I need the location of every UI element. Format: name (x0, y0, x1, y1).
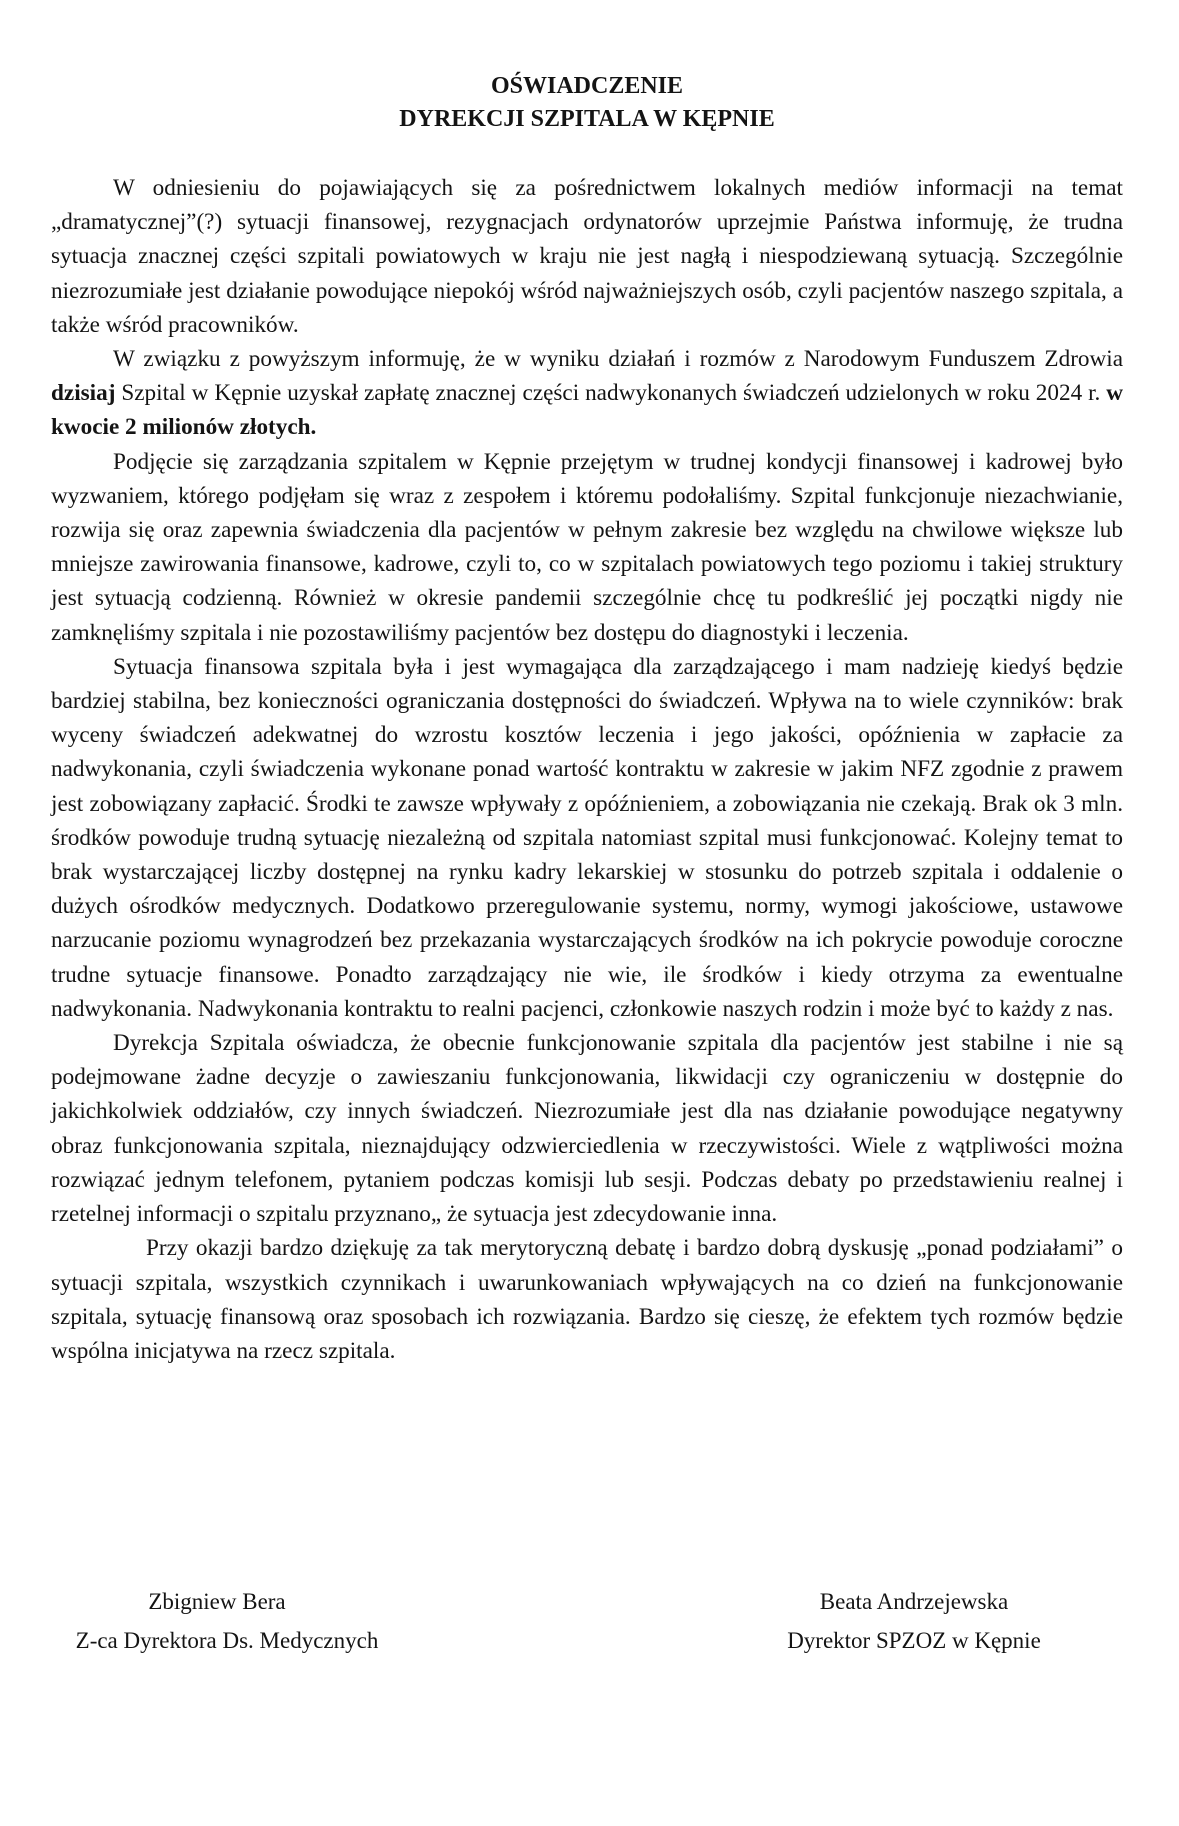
signature-right-role: Dyrektor SPZOZ w Kępnie (787, 1628, 1041, 1653)
signature-left (17, 1582, 437, 1660)
signature-right (704, 1582, 1124, 1660)
paragraph-2-part-c: Szpital w Kępnie uzyskał zapłatę znacznej części nadwykonanych świadczeń udzielonych w roku 2024 r. (115, 380, 1107, 407)
document-title (51, 70, 1123, 136)
paragraph-4: Sytuacja finansowa szpitala była i jest wymagająca dla zarządzającego i mam nadzieję kiedyś będzie bardziej stabilna, bez konieczności ograniczania dostępności do świadczeń. Wpływa na to wiele czynników: brak wyceny świadczeń adekwatnej do wzrostu kosztów leczenia i jego jakości, opóźnienia w zapłacie za nadwykonania, czyli świadczenia wykonane ponad wartość kontraktu w zakresie w jakim NFZ zgodnie z prawem jest zobowiązany zapłacić. Środki te zawsze wpływały z opóźnieniem, a zobowiązania nie czekają. Brak ok 3 mln. środków powoduje trudną sytuację niezależną od szpitala natomiast szpital musi funkcjonować. Kolejny temat to brak wystarczającej liczby dostępnej na rynku kadry lekarskiej w stosunku do potrzeb szpitala i oddalenie o dużych ośrodków medycznych. Dodatkowo przeregulowanie systemu, normy, wymogi jakościowe, ustawowe narzucanie poziomu wynagrodzeń bez przekazania wystarczających środków na ich pokrycie powoduje coroczne trudne sytuacje finansowe. Ponadto zarządzający nie wie, ile środków i kiedy otrzyma za ewentualne nadwykonania. Nadwykonania kontraktu to realni pacjenci, członkowie naszych rodzin i może być to każdy z nas. (51, 653, 1123, 1022)
paragraph-5: Dyrekcja Szpitala oświadcza, że obecnie funkcjonowanie szpitala dla pacjentów jest stabilne i nie są podejmowane żadne decyzje o zawieszaniu funkcjonowania, likwidacji czy ograniczeniu w dostępnie do jakichkolwiek oddziałów, czy innych świadczeń. Niezrozumiałe jest dla nas działanie powodujące negatywny obraz funkcjonowania szpitala, nieznajdujący odzwierciedlenia w rzeczywistości. Wiele z wątpliwości można rozwiązać jednym telefonem, pytaniem podczas komisji lub sesji. Podczas debaty po przedstawieniu realnej i rzetelnej informacji o szpitalu przyznano„ że sytuacja jest zdecydowanie inna. (51, 1030, 1123, 1228)
title-line-1: OŚWIADCZENIE (490, 73, 684, 99)
signature-right-name: Beata Andrzejewska (819, 1589, 1009, 1614)
paragraph-1: W odniesieniu do pojawiających się za pośrednictwem lokalnych mediów informacji na temat „dramatycznej”(?) sytuacji finansowej, rezygnacjach ordynatorów uprzejmie Państwa informuję, że trudna sytuacja znacznej części szpitali powiatowych w kraju nie jest nagłą i niespodziewaną sytuacją. Szczególnie niezrozumiałe jest działanie powodujące niepokój wśród najważniejszych osób, czyli pacjentów naszego szpitala, a także wśród pracowników. (51, 175, 1123, 338)
paragraph-3: Podjęcie się zarządzania szpitalem w Kępnie przejętym w trudnej kondycji finansowej i kadrowej było wyzwaniem, którego podjęłam się wraz z zespołem i któremu podołaliśmy. Szpital funkcjonuje niezachwianie, rozwija się oraz zapewnia świadczenia dla pacjentów w pełnym zakresie bez względu na chwilowe większe lub mniejsze zawirowania finansowe, kadrowe, czyli to, co w szpitalach powiatowych tego poziomu i takiej struktury jest sytuacją codzienną. Również w okresie pandemii szczególnie chcę tu podkreślić jej początki nigdy nie zamknęliśmy szpitala i nie pozostawiliśmy pacjentów bez dostępu do diagnostyki i leczenia. (51, 448, 1123, 646)
title-line-2: DYREKCJI SZPITALA W KĘPNIE (399, 106, 775, 132)
document-body (51, 171, 1123, 1368)
document-page (51, 70, 1123, 1368)
paragraph-2-bold-amount: w kwocie 2 milionów złotych. (51, 380, 1123, 441)
paragraph-2 (51, 342, 1123, 445)
signature-left-name: Zbigniew Bera (148, 1589, 286, 1614)
paragraph-2-bold-today: dzisiaj (51, 380, 116, 407)
paragraph-6: Przy okazji bardzo dziękuję za tak merytoryczną debatę i bardzo dobrą dyskusję „ponad podziałami” o sytuacji szpitala, wszystkich czynnikach i uwarunkowaniach wpływających na co dzień na funkcjonowanie szpitala, sytuację finansową oraz sposobach ich rozwiązania. Bardzo się cieszę, że efektem tych rozmów będzie wspólna inicjatywa na rzecz szpitala. (51, 1235, 1123, 1364)
paragraph-2-part-a: W związku z powyższym informuję, że w wyniku działań i rozmów z Narodowym Funduszem Zdrowia (113, 346, 1123, 373)
signature-left-role: Z-ca Dyrektora Ds. Medycznych (75, 1628, 379, 1653)
